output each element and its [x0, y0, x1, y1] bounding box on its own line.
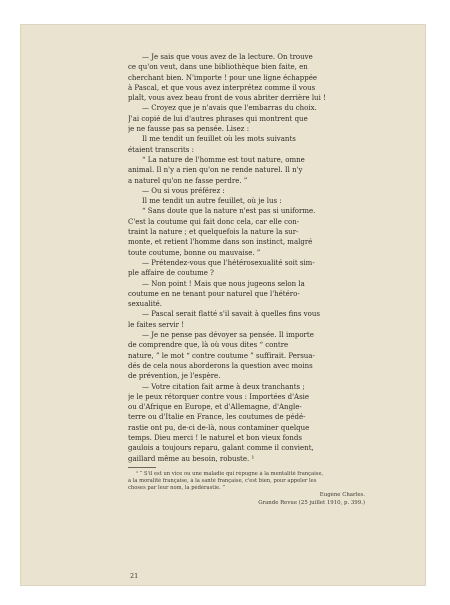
text-line: — Pascal serait flatté s'il savait à quelles fins vous: [142, 310, 320, 319]
text-line: C'est la coutume qui fait donc cela, car elle con-: [128, 217, 300, 226]
text-line: Il me tendit un autre feuillet, où je lus :: [142, 197, 282, 206]
text-line: cherchant bien. N'importe ! pour une ligne échappée: [128, 73, 318, 82]
citation-signature: [128, 492, 365, 507]
text-line: le faites servir !: [128, 320, 185, 329]
text-line: gaulois a toujours reparu, galant comme il convient,: [128, 444, 314, 453]
text-line: sexualité.: [128, 300, 163, 309]
text-line: — Je ne pense pas dévoyer sa pensée. Il importe: [142, 331, 314, 340]
text-line: étaient transcrits :: [128, 145, 194, 154]
text-line: coutume en ne tenant pour naturel que l'hétéro-: [128, 289, 300, 298]
text-line: nature, ” le mot “ contre coutume ” suffirait. Persua-: [128, 351, 315, 360]
footnote-line: à la moralité française, à la santé française, c'est bien, pour appeler les: [128, 478, 317, 485]
text-line: “ La nature de l'homme est tout nature, omne: [142, 155, 305, 164]
text-line: à Pascal, et que vous avez interprétez comme il vous: [128, 83, 316, 92]
text-line: ou d'Afrique en Europe, et d'Allemagne, d'Angle-: [128, 403, 302, 412]
text-line: — Je sais que vous avez de la lecture. On trouve: [142, 53, 313, 61]
text-line: de prévention, je l'espère.: [128, 372, 221, 381]
text-line: toute coutume, bonne ou mauvaise. ”: [128, 248, 261, 257]
page-number: 21: [130, 572, 139, 580]
text-line: je le peux rétorquer contre vous : Importées d'Asie: [128, 392, 310, 401]
text-line: plaît, vous avez beau front de vous abriter derrière lui !: [128, 94, 326, 103]
signature-author: Eugène Charles.: [319, 492, 365, 499]
text-line: ce qu'on veut, dans une bibliothèque bien faite, en: [128, 63, 308, 72]
text-line: rastie ont pu, de-ci de-là, nous contaminer quelque: [128, 423, 310, 432]
text-line: — Non point ! Mais que nous jugeons selon la: [142, 279, 305, 288]
text-line: terre ou d'Italie en France, les coutumes de pédé-: [128, 413, 306, 422]
text-line: monte, et retient l'homme dans son instinct, malgré: [128, 238, 313, 247]
text-line: animal. Il n'y a rien qu'on ne rende naturel. Il n'y: [128, 166, 303, 175]
text-line: a naturel qu'on ne fasse perdre. ”: [128, 176, 248, 185]
text-line: — Votre citation fait arme à deux tranchants ;: [142, 382, 305, 391]
text-line: je ne fausse pas sa pensée. Lisez :: [128, 125, 250, 134]
footnote: [128, 471, 365, 493]
text-line: J'ai copié de lui d'autres phrases qui montrent que: [128, 114, 308, 123]
body-text: [128, 52, 365, 508]
footnote-line: choses par leur nom, la pédérastie. ”: [128, 485, 226, 492]
text-line: ple affaire de coutume ?: [128, 269, 214, 278]
text-line: gaillard même au besoin, robuste. ¹: [128, 454, 255, 463]
text-line: dés de cela nous aborderons la question avec moins: [128, 361, 313, 370]
text-line: temps. Dieu merci ! le naturel et bon vieux fonds: [128, 433, 302, 442]
text-line: — Ou si vous préférez :: [142, 186, 225, 195]
footnote-line: ¹ “ S'il est un vice ou une maladie qui répugne à la mentalité française,: [136, 470, 324, 477]
footnote-rule: [128, 467, 156, 468]
text-line: traint la nature ; et quelquefois la nature la sur-: [128, 228, 299, 237]
text-line: Il me tendit un feuillet où les mots suivants: [142, 135, 296, 144]
text-line: — Prétendez-vous que l'hétérosexualité soit sim-: [142, 258, 315, 267]
text-line: “ Sans doute que la nature n'est pas si uniforme.: [142, 207, 316, 216]
text-line: — Croyez que je n'avais que l'embarras du choix.: [142, 104, 317, 113]
signature-source: Grande Revue (25 juillet 1910, p. 399.): [258, 500, 365, 507]
text-line: de comprendre que, là où vous dites “ contre: [128, 341, 289, 350]
document-page: [20, 24, 426, 586]
